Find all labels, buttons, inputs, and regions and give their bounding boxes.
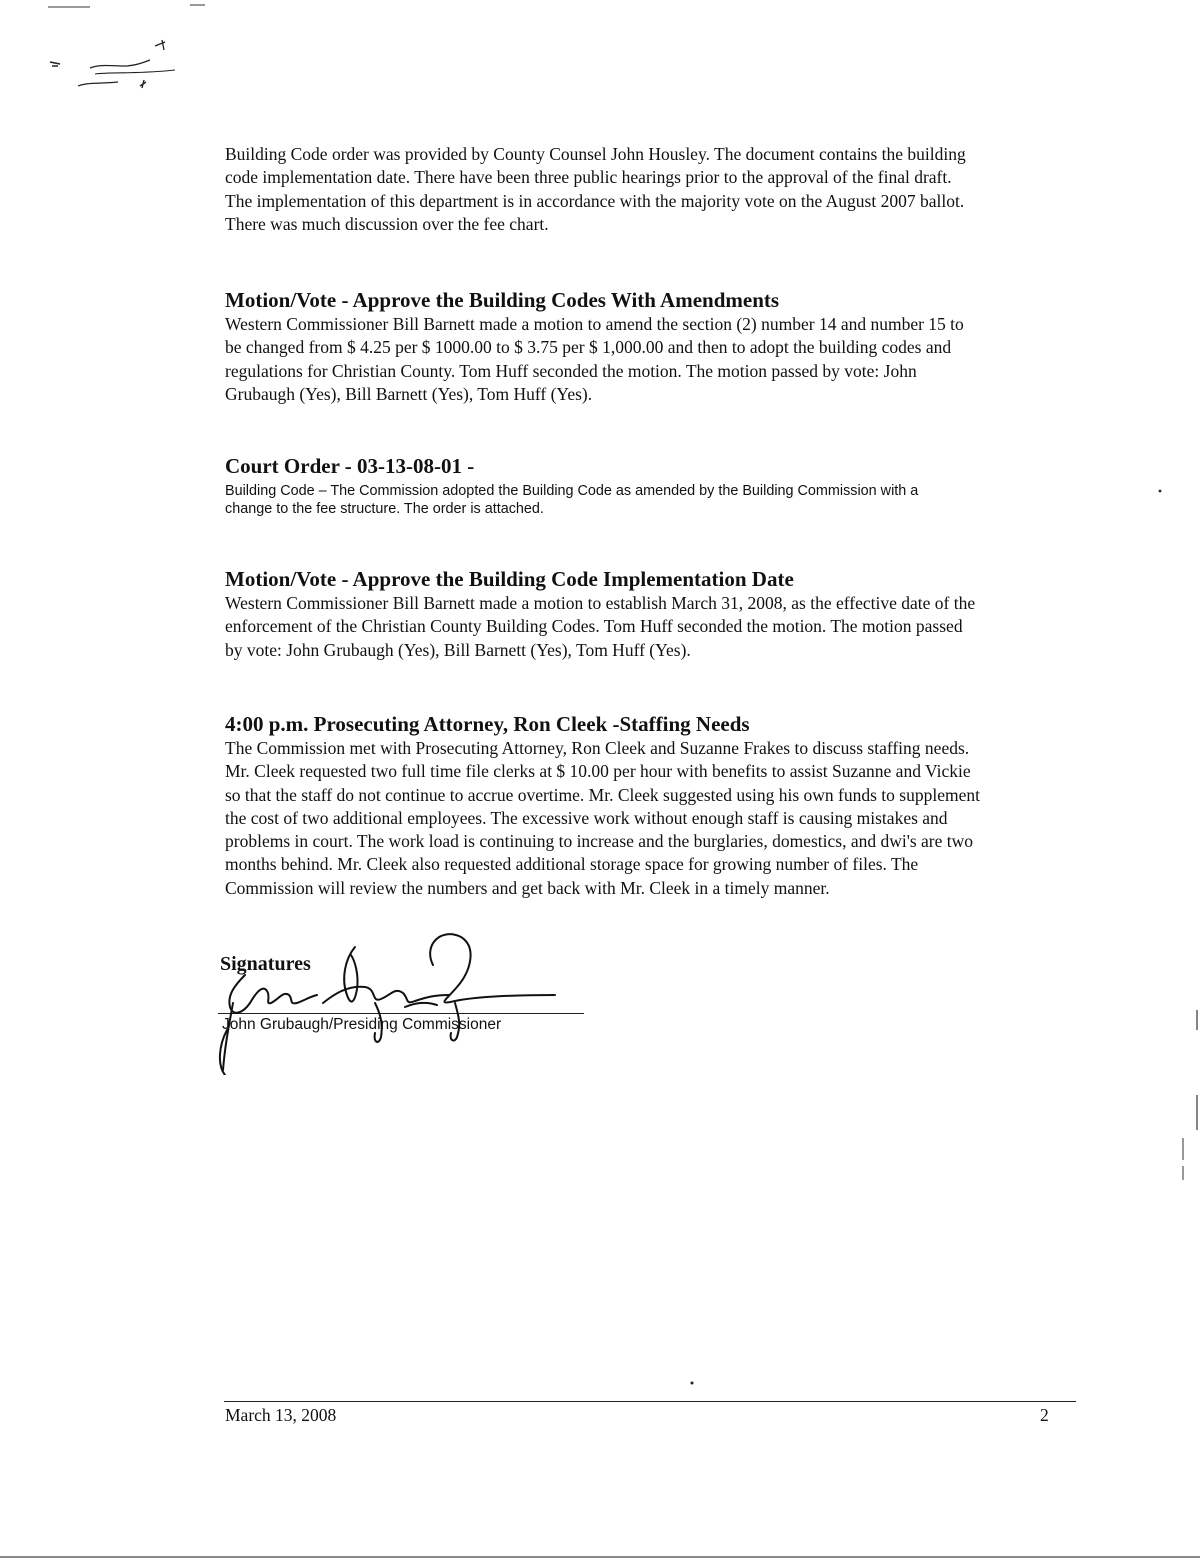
body-line: problems in court. The work load is continuing to increase and the burglaries, domestics, and dwi's are two [225, 831, 974, 852]
intro-line: code implementation date. There have been three public hearings prior to the approval of the final draft. [225, 167, 952, 188]
body-line: regulations for Christian County. Tom Huff seconded the motion. The motion passed by vote: John [225, 360, 917, 381]
body-line: so that the staff do not continue to accrue overtime. Mr. Cleek suggested using his own funds to supplement [225, 784, 980, 805]
body-line: Grubaugh (Yes), Bill Barnett (Yes), Tom Huff (Yes). [225, 383, 593, 404]
intro-line: The implementation of this department is in accordance with the majority vote on the August 2007 ballot. [225, 190, 965, 211]
body-line: by vote: John Grubaugh (Yes), Bill Barnett (Yes), Tom Huff (Yes). [225, 639, 691, 660]
body-line: Commission will review the numbers and get back with Mr. Cleek in a timely manner. [225, 877, 830, 898]
body-line: the cost of two additional employees. The excessive work without enough staff is causing mistakes and [225, 807, 948, 828]
section-heading-building-codes-amendments: Motion/Vote - Approve the Building Codes With Amendments [225, 288, 780, 312]
section-heading-staffing-needs: 4:00 p.m. Prosecuting Attorney, Ron Cleek -Staffing Needs [225, 712, 750, 736]
section-body-staffing-needs [225, 737, 1085, 900]
section-heading-implementation-date: Motion/Vote - Approve the Building Code Implementation Date [225, 567, 794, 591]
body-line: enforcement of the Christian County Building Codes. Tom Huff seconded the motion. The motion passed [225, 616, 963, 637]
body-line: Western Commissioner Bill Barnett made a motion to establish March 31, 2008, as the effective date of the [225, 593, 976, 613]
footer-date: March 13, 2008 [225, 1405, 337, 1425]
section-heading-court-order: Court Order - 03-13-08-01 - [225, 454, 475, 478]
section-body-implementation-date [225, 592, 1085, 662]
signatory-name: John Grubaugh/Presiding Commissioner [222, 1016, 502, 1033]
intro-line: There was much discussion over the fee chart. [225, 213, 549, 234]
body-line: Mr. Cleek requested two full time file clerks at $ 10.00 per hour with benefits to assist Suzanne and Vickie [225, 761, 971, 782]
body-line: change to the fee structure. The order is attached. [225, 501, 544, 517]
intro-paragraph [225, 143, 1085, 236]
section-body-court-order [225, 482, 1085, 518]
body-line: Western Commissioner Bill Barnett made a motion to amend the section (2) number 14 and number 15 to [225, 314, 964, 334]
body-line: The Commission met with Prosecuting Attorney, Ron Cleek and Suzanne Frakes to discuss staffing needs. [225, 738, 970, 758]
footer-rule [224, 1401, 1076, 1402]
page-number: 2 [1040, 1405, 1049, 1425]
signatures-heading: Signatures [220, 953, 311, 975]
body-line: be changed from $ 4.25 per $ 1000.00 to $ 3.75 per $ 1,000.00 and then to adopt the building codes and [225, 337, 952, 358]
section-body-building-codes-amendments [225, 313, 1085, 406]
handwritten-signature [205, 925, 575, 1075]
intro-line: Building Code order was provided by County Counsel John Housley. The document contains the building [225, 144, 966, 164]
body-line: Building Code – The Commission adopted the Building Code as amended by the Building Commission with a [225, 483, 919, 499]
body-line: months behind. Mr. Cleek also requested additional storage space for growing number of files. The [225, 854, 919, 875]
